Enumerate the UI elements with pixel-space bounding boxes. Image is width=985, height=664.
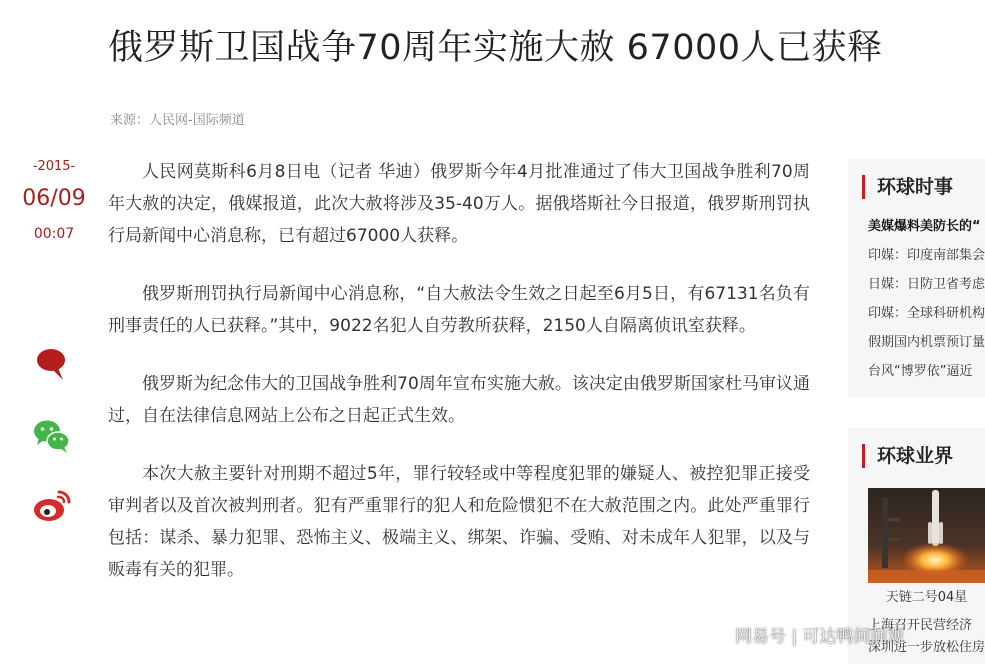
panel-title: 环球业界 [862,444,953,468]
global-news-panel [848,159,985,397]
publish-year: -2015- [32,159,76,174]
wechat-icon[interactable] [32,416,72,456]
publish-date: 06/09 [22,186,86,211]
rocket-launch-image[interactable] [868,488,985,583]
article-paragraph: 本次大赦主要针对刑期不超过5年，罪行较轻或中等程度犯罪的嫌疑人、被控犯罪正接受审判者以及首次被判刑者。犯有严重罪行的犯人和危险惯犯不在大赦范围之内。此处严重罪行包括：谋杀、暴力犯罪、恐怖主义、极端主义、绑架、诈骗、受贿、对未成年人犯罪，以及与贩毒有关的犯罪。 [108,464,810,580]
image-caption: 天链二号04星 [885,590,968,605]
news-link[interactable]: 台风“博罗依”逼近 [868,364,973,379]
article-title: 俄罗斯卫国战争70周年实施大赦 67000人已获释 [108,28,883,68]
article-paragraph: 人民网莫斯科6月8日电（记者 华迪）俄罗斯今年4月批准通过了伟大卫国战争胜利70周年大赦的决定，俄媒报道，此次大赦将涉及35-40万人。据俄塔斯社今日报道，俄罗斯刑罚执行局新闻中心消息称，已有超过67000人获释。 [108,162,810,246]
news-link[interactable]: 印媒：全球科研机构 [868,306,985,321]
article-source: 来源：人民网-国际频道 [110,113,245,128]
comment-icon[interactable] [32,344,72,384]
news-link[interactable]: 日媒：日防卫省考虑 [868,277,985,292]
panel-title: 环球时事 [862,175,953,199]
news-link[interactable]: 假期国内机票预订量 [868,335,985,350]
article-paragraph: 俄罗斯刑罚执行局新闻中心消息称，“自大赦法令生效之日起至6月5日，有67131名负有刑事责任的人已获释。”其中，9022名犯人自劳教所获释，2150人自隔离侦讯室获释。 [108,284,810,336]
article-body [108,156,810,612]
news-link[interactable]: 美媒爆料美防长的“ [868,219,981,234]
global-news-list [868,212,985,386]
publish-time: 00:07 [33,226,75,242]
weibo-icon[interactable] [32,486,72,526]
news-link[interactable]: 印媒：印度南部集会 [868,248,985,263]
watermark: 网易号 | 可达鸭间间观 [735,627,905,647]
news-link[interactable]: 上海召开民营经济 [868,618,973,633]
article-paragraph: 俄罗斯为纪念伟大的卫国战争胜利70周年宣布实施大赦。该决定由俄罗斯国家杜马审议通过，自在法律信息网站上公布之日起正式生效。 [108,374,810,426]
news-link[interactable]: 深圳进一步放松住房 [868,640,985,655]
